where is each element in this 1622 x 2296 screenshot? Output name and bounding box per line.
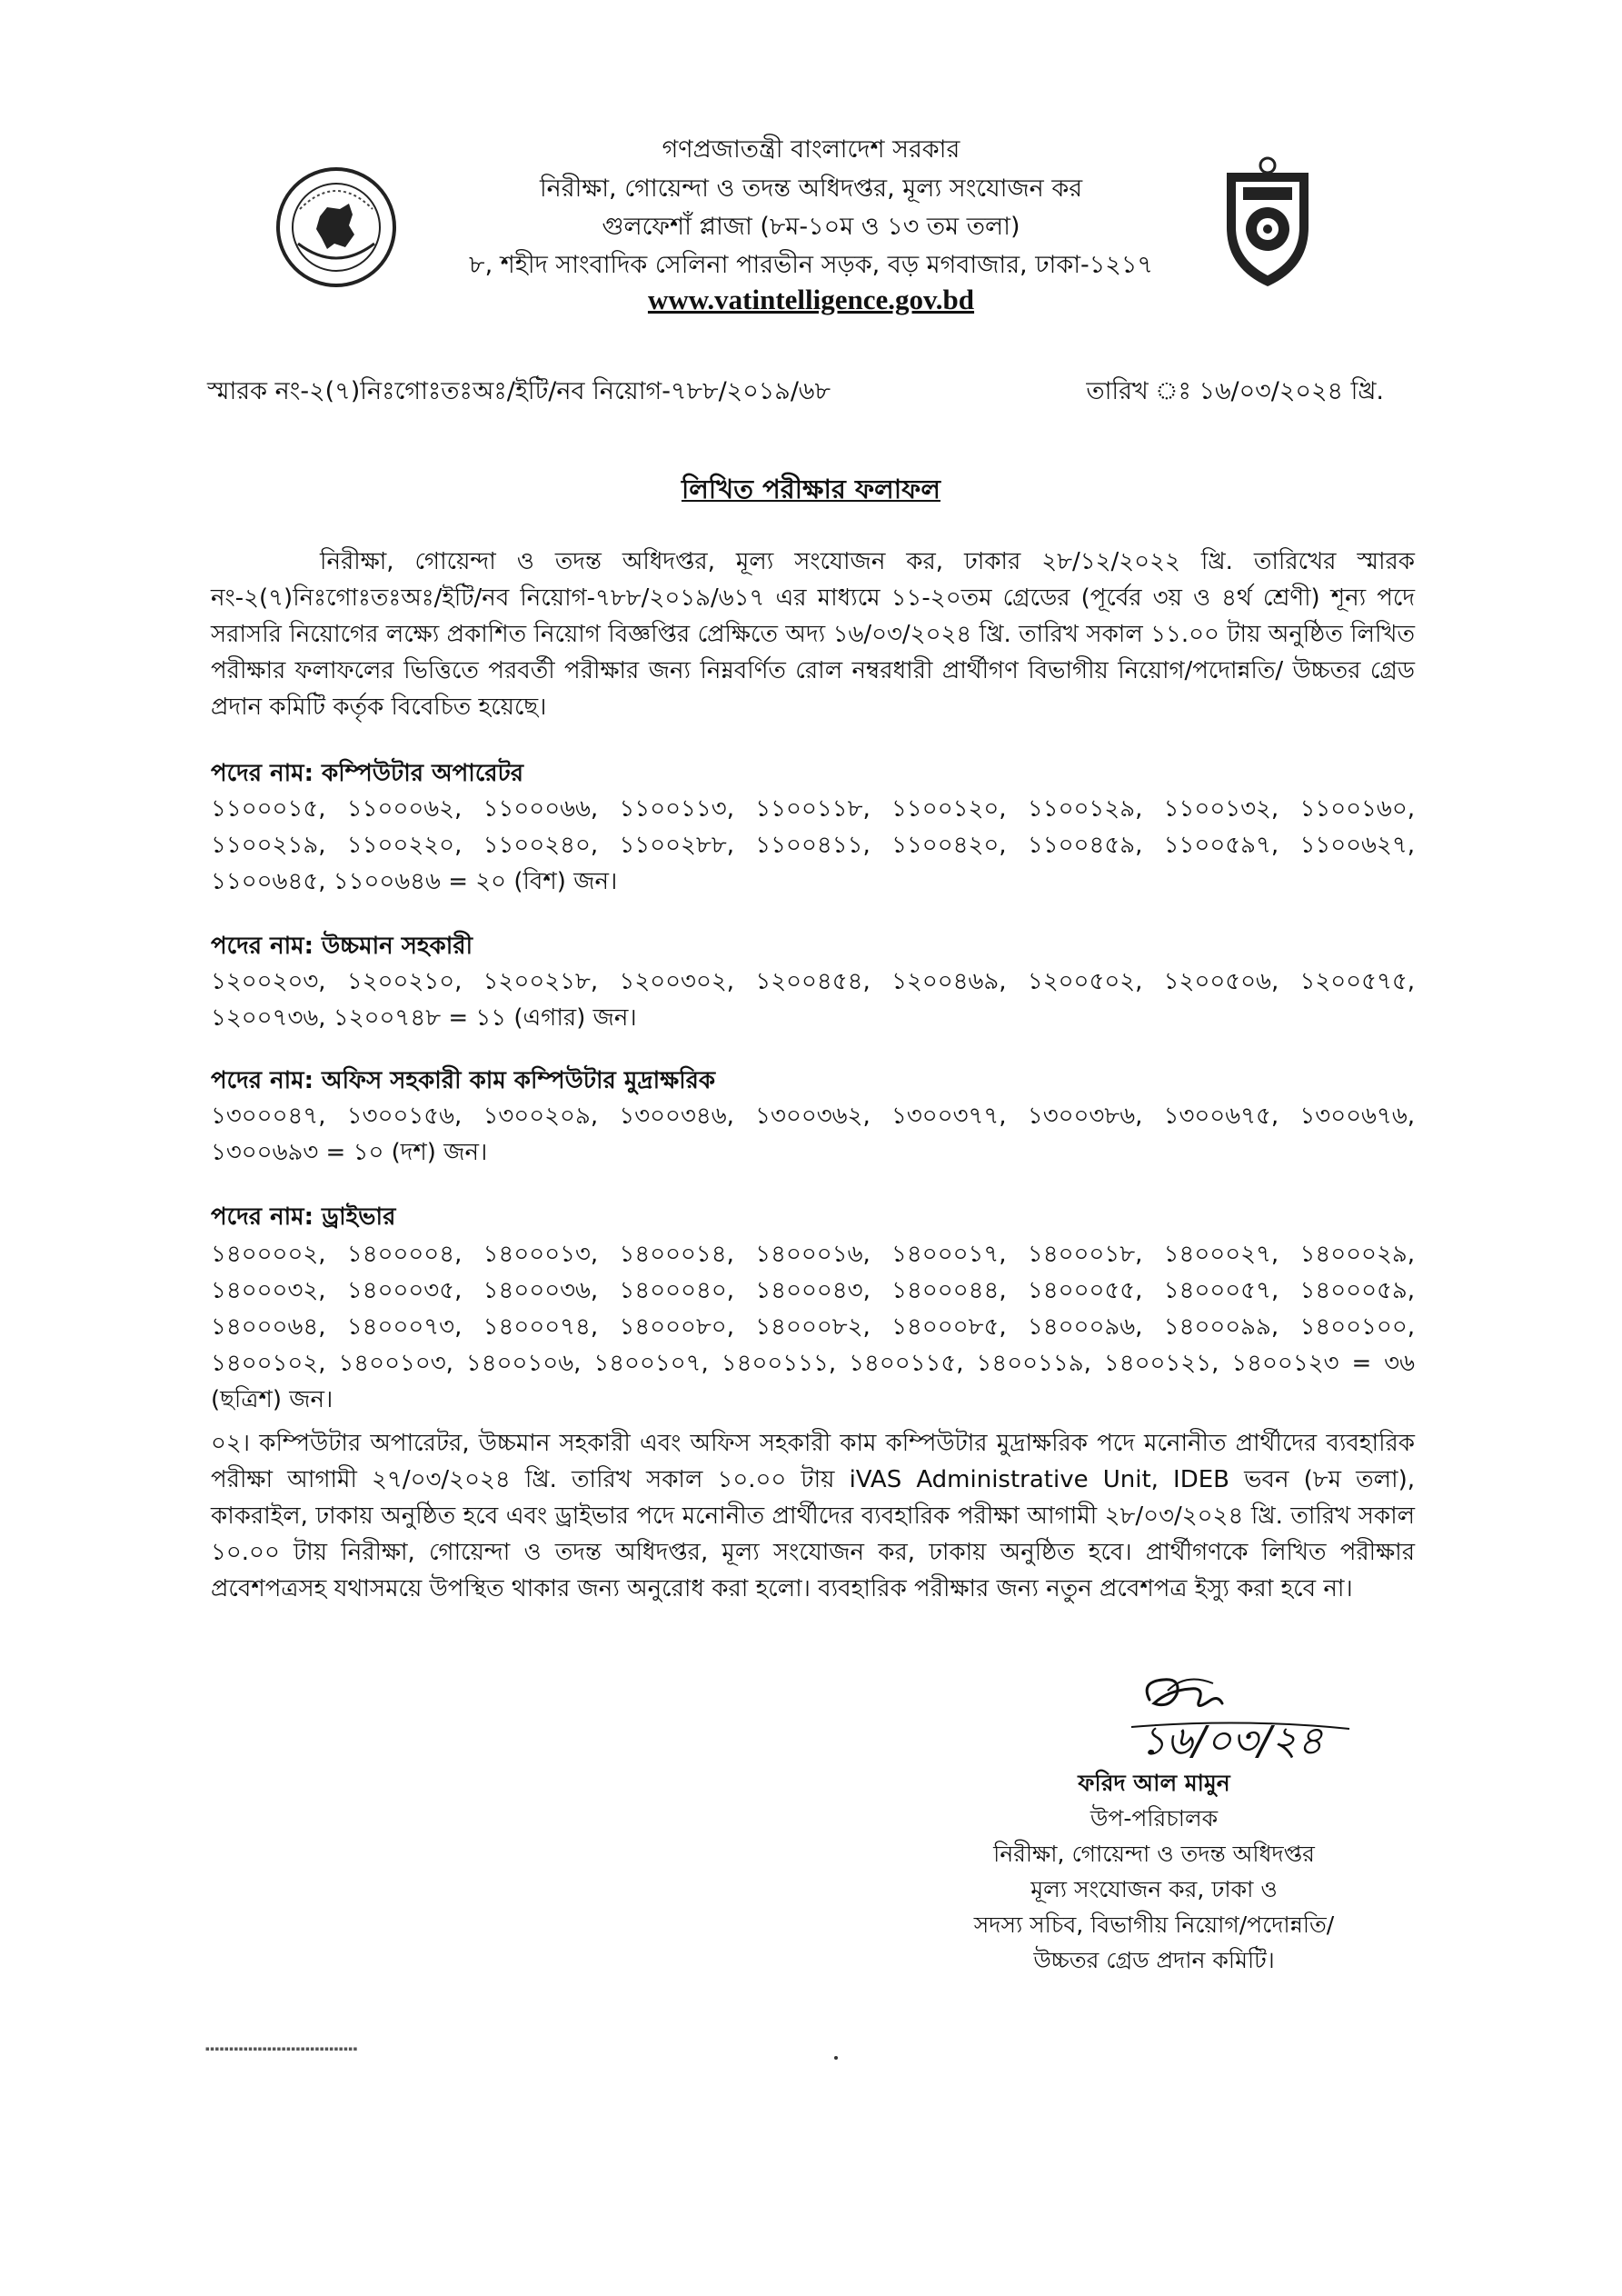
post-heading-computer-operator: পদের নাম: কম্পিউটার অপারেটর xyxy=(211,760,524,787)
memo-date: তারিখ ঃ ১৬/০৩/২০২৪ খ্রি. xyxy=(1086,377,1384,405)
signatory-name: ফরিদ আল মামুন xyxy=(1078,1770,1230,1796)
post-heading-driver: পদের নাম: ড্রাইভার xyxy=(211,1203,396,1231)
handwritten-date: ১৬/০৩/২৪ xyxy=(1140,1718,1324,1763)
footer-file-path-mark: ▪▪▪▪▪▪▪▪▪▪▪▪▪▪▪▪▪▪▪▪▪▪▪▪▪▪▪▪▪▪▪▪ xyxy=(205,2045,358,2052)
signature-block xyxy=(963,1765,1345,1978)
roll-list-driver: ১৪০০০০২, ১৪০০০০৪, ১৪০০০১৩, ১৪০০০১৪, ১৪০০০১৬, ১৪০০০১৭, ১৪০০০১৮, ১৪০০০২৭, ১৪০০০২৯, ১৪০০০৩২, ১৪০০০৩৫, ১৪০০০৩৬, ১৪০০০৪০, ১৪০০০৪৩, ১৪০০০৪৪, ১৪০০০৫৫, ১৪০০০৫৭, ১৪০০০৫৯, ১৪০০০৬৪, ১৪০০০৭৩, ১৪০০০৭৪, ১৪০০০৮০, ১৪০০০৮২, ১৪০০০৮৫, ১৪০০০৯৬, ১৪০০০৯৯, ১৪০০১০০, ১৪০০১০২, ১৪০০১০৩, ১৪০০১০৬, ১৪০০১০৭, ১৪০০১১১, ১৪০০১১৫, ১৪০০১১৯, ১৪০০১২১, ১৪০০১২৩ = ৩৬ (ছত্রিশ) জন। xyxy=(211,1241,1415,1413)
signatory-office-line3: সদস্য সচিব, বিভাগীয় নিয়োগ/পদোন্নতি/ xyxy=(973,1912,1335,1938)
practical-exam-note: ০২। কম্পিউটার অপারেটর, উচ্চমান সহকারী এবং অফিস সহকারী কাম কম্পিউটার মুদ্রাক্ষরিক পদে মনোনীত প্রার্থীদের ব্যবহারিক পরীক্ষা আগামী ২৭/০৩/২০২৪ খ্রি. তারিখ সকাল ১০.০০ টায় iVAS Administrative Unit, IDEB ভবন (৮ম তলা), কাকরাইল, ঢাকায় অনুষ্ঠিত হবে এবং ড্রাইভার পদে মনোনীত প্রার্থীদের ব্যবহারিক পরীক্ষা আগামী ২৮/০৩/২০২৪ খ্রি. তারিখ সকাল ১০.০০ টায় নিরীক্ষা, গোয়েন্দা ও তদন্ত অধিদপ্তর, মূল্য সংযোজন কর, ঢাকায় অনুষ্ঠিত হবে। প্রার্থীগণকে লিখিত পরীক্ষার প্রবেশপত্রসহ যথাসময়ে উপস্থিত থাকার জন্য অনুরোধ করা হলো। ব্যবহারিক পরীক্ষার জন্য নতুন প্রবেশপত্র ইস্যু করা হবে না। xyxy=(211,1430,1415,1602)
signatory-office-line4: উচ্চতর গ্রেড প্রদান কমিটি। xyxy=(1033,1947,1275,1973)
post-heading-upper-division-assistant: পদের নাম: উচ্চমান সহকারী xyxy=(211,933,473,960)
document-title: লিখিত পরীক্ষার ফলাফল xyxy=(681,474,940,504)
header-line-government: গণপ্রজাতন্ত্রী বাংলাদেশ সরকার xyxy=(662,135,960,164)
header-line-address: ৮, শহীদ সাংবাদিক সেলিনা পারভীন সড়ক, বড় মগবাজার, ঢাকা-১২১৭ xyxy=(469,251,1153,279)
header-line-building: গুলফেশাঁ প্লাজা (৮ম-১০ম ও ১৩ তম তলা) xyxy=(602,213,1020,241)
header-line-department: নিরীক্ষা, গোয়েন্দা ও তদন্ত অধিদপ্তর, মূল্য সংযোজন কর xyxy=(539,175,1083,203)
memo-number: স্মারক নং-২(৭)নিঃগোঃতঃঅঃ/ইটি/নব নিয়োগ-৭৮৮/২০১৯/৬৮ xyxy=(207,377,831,405)
vat-department-logo-icon xyxy=(1209,155,1327,291)
scan-speck xyxy=(834,2056,838,2060)
post-heading-office-assistant-typist: পদের নাম: অফিস সহকারী কাম কম্পিউটার মুদ্রাক্ষরিক xyxy=(211,1067,716,1094)
roll-list-upper-division-assistant: ১২০০২০৩, ১২০০২১০, ১২০০২১৮, ১২০০৩০২, ১২০০৪৫৪, ১২০০৪৬৯, ১২০০৫০২, ১২০০৫০৬, ১২০০৫৭৫, ১২০০৭৩৬, ১২০০৭৪৮ = ১১ (এগার) জন। xyxy=(211,968,1415,1032)
signatory-office-line1: নিরীক্ষা, গোয়েন্দা ও তদন্ত অধিদপ্তর xyxy=(993,1841,1315,1867)
handwritten-signature xyxy=(1113,1663,1377,1763)
signatory-office-line2: মূল্য সংযোজন কর, ঢাকা ও xyxy=(1030,1876,1278,1902)
roll-list-computer-operator: ১১০০০১৫, ১১০০০৬২, ১১০০০৬৬, ১১০০১১৩, ১১০০১১৮, ১১০০১২০, ১১০০১২৯, ১১০০১৩২, ১১০০১৬০, ১১০০২১৯, ১১০০২২০, ১১০০২৪০, ১১০০২৮৮, ১১০০৪১১, ১১০০৪২০, ১১০০৪৫৯, ১১০০৫৯৭, ১১০০৬২৭, ১১০০৬৪৫, ১১০০৬৪৬ = ২০ (বিশ) জন। xyxy=(211,795,1415,895)
intro-paragraph: নিরীক্ষা, গোয়েন্দা ও তদন্ত অধিদপ্তর, মূল্য সংযোজন কর, ঢাকার ২৮/১২/২০২২ খ্রি. তারিখের স্মারক নং-২(৭)নিঃগোঃতঃঅঃ/ইটি/নব নিয়োগ-৭৮৮/২০১৯/৬১৭ এর মাধ্যমে ১১-২০তম গ্রেডের (পূর্বের ৩য় ও ৪র্থ শ্রেণী) শূন্য পদে সরাসরি নিয়োগের লক্ষ্যে প্রকাশিত নিয়োগ বিজ্ঞপ্তির প্রেক্ষিতে অদ্য ১৬/০৩/২০২৪ খ্রি. তারিখ সকাল ১১.০০ টায় অনুষ্ঠিত লিখিত পরীক্ষার ফলাফলের ভিত্তিতে পরবর্তী পরীক্ষার জন্য নিম্নবর্ণিত রোল নম্বরধারী প্রার্থীগণ বিভাগীয় নিয়োগ/পদোন্নতি/ উচ্চতর গ্রেড প্রদান কমিটি কর্তৃক বিবেচিত হয়েছে। xyxy=(211,548,1415,721)
signatory-designation: উপ-পরিচালক xyxy=(1090,1805,1219,1832)
roll-list-office-assistant-typist: ১৩০০০৪৭, ১৩০০১৫৬, ১৩০০২০৯, ১৩০০৩৪৬, ১৩০০৩৬২, ১৩০০৩৭৭, ১৩০০৩৮৬, ১৩০০৬৭৫, ১৩০০৬৭৬, ১৩০০৬৯৩ = ১০ (দশ) জন। xyxy=(211,1103,1415,1166)
header-website-link[interactable]: www.vatintelligence.gov.bd xyxy=(647,284,975,315)
government-seal-icon xyxy=(273,164,400,291)
